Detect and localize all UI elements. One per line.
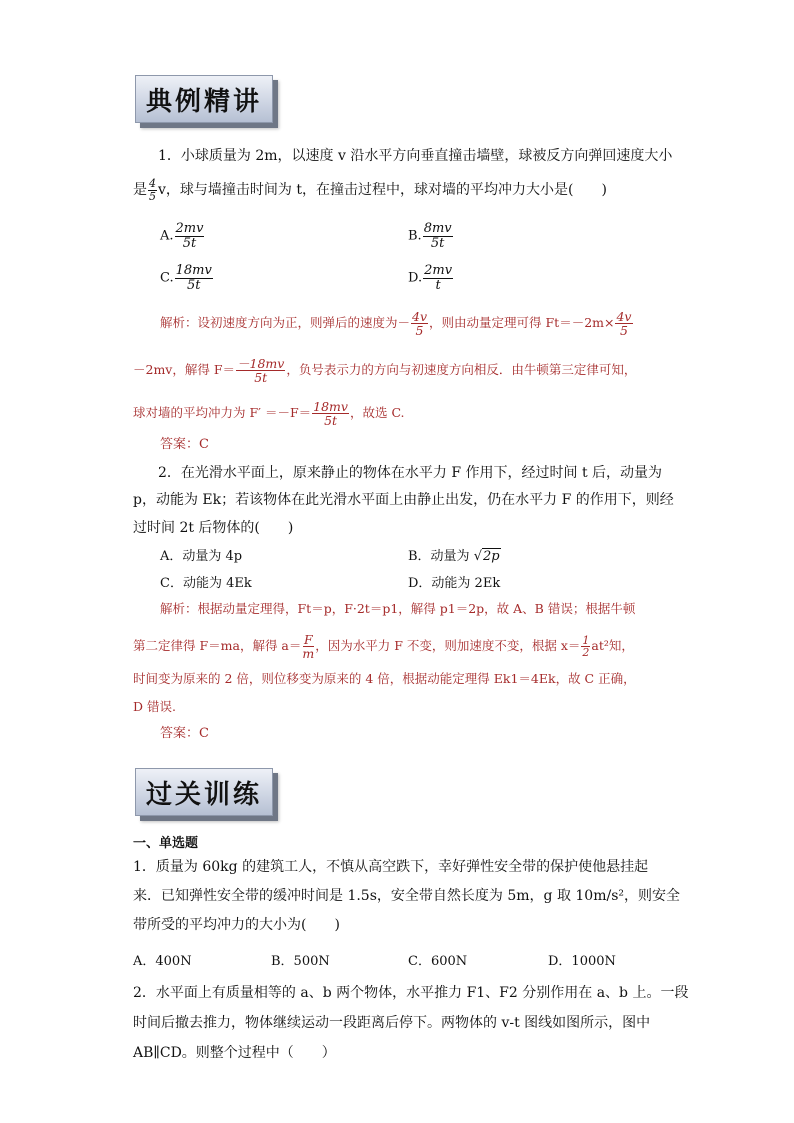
q1-explanation-line2: －2mv，解得 F＝ $\frac{-18mv}{5t}$ ，负号表示力的方向与初速度方向相反．由牛顿第三定律可知，: [133, 356, 637, 386]
q1-explanation-line1: 解析：设初速度方向为正，则弹后的速度为－ $\frac{4v}{5}$ ，则由动量定理可得 Ft＝－2m× $\frac{4v}{5}$: [160, 309, 632, 339]
q1-option-a: A. $\frac{2mv}{5t}$: [160, 221, 204, 251]
t1-stem-line2: 来．已知弹性安全带的缓冲时间是 1.5s，安全带自然长度为 5m，g 取 10m/s²，则安全: [133, 888, 680, 904]
t1-option-a: A．400N: [133, 954, 192, 969]
t1-stem-line3: 带所受的平均冲力的大小为( ): [133, 917, 340, 933]
single-choice-heading: 一、单选题: [133, 836, 199, 851]
section-title-text: 过关训练: [146, 779, 263, 810]
fraction: $\frac{1}{2}$: [582, 633, 590, 660]
q2-explanation-line1: 解析：根据动量定理得，Ft＝p，F·2t＝p1，解得 p1＝2p，故 A、B 错误；根据牛顿: [160, 601, 636, 616]
t1-option-b: B．500N: [271, 954, 330, 969]
t2-stem-line3: AB∥CD。则整个过程中（ ）: [133, 1045, 336, 1061]
section-title-examples: [135, 75, 273, 123]
fraction-4-5: $\frac{4}{5}$: [149, 177, 156, 203]
q1-option-c: C. $\frac{18mv}{5t}$: [160, 263, 212, 293]
fraction: $\frac{18mv}{5t}$: [313, 399, 348, 429]
fraction: $\frac{2mv}{t}$: [424, 263, 453, 293]
q2-stem-line3: 过时间 2t 后物体的( ): [133, 520, 294, 536]
fraction: $\frac{4v}{5}$: [616, 309, 632, 339]
fraction: $\frac{8mv}{5t}$: [423, 221, 452, 251]
t1-stem-line1: 1．质量为 60kg 的建筑工人，不慎从高空跌下，幸好弹性安全带的保护使他悬挂起: [133, 859, 649, 875]
q2-option-d: D．动能为 2Ek: [408, 576, 501, 591]
q1-option-d: D. $\frac{2mv}{t}$: [408, 263, 453, 293]
q2-stem-line1: 2．在光滑水平面上，原来静止的物体在水平力 F 作用下，经过时间 t 后，动量为: [158, 465, 663, 481]
t1-option-c: C．600N: [408, 954, 468, 969]
fraction: $\frac{-18mv}{5t}$: [237, 356, 285, 386]
fraction: $\frac{18mv}{5t}$: [175, 263, 212, 293]
q2-option-c: C．动能为 4Ek: [160, 576, 252, 591]
q2-explanation-line3: 时间变为原来的 2 倍，则位移变为原来的 4 倍，根据动能定理得 Ek1＝4Ek，故 C 正确，: [133, 671, 636, 686]
q1-stem-line1: 1．小球质量为 2m，以速度 v 沿水平方向垂直撞击墙壁，球被反方向弹回速度大小: [158, 148, 673, 164]
q1-option-b: B. $\frac{8mv}{5t}$: [408, 221, 452, 251]
q2-stem-line2: p，动能为 Ek；若该物体在此光滑水平面上由静止出发，仍在水平力 F 的作用下，则经: [133, 492, 674, 508]
t1-option-d: D．1000N: [548, 954, 616, 969]
q1-stem-line2: 是 $\frac{4}{5}$ v，球与墙撞击时间为 t，在撞击过程中，球对墙的平均冲力大小是( ): [133, 177, 607, 203]
fraction: $\frac{2mv}{5t}$: [175, 221, 204, 251]
t2-stem-line2: 时间后撤去推力，物体继续运动一段距离后停下。两物体的 v-t 图线如图所示，图中: [133, 1015, 651, 1031]
section-title-text: 典例精讲: [146, 86, 263, 117]
q2-explanation-line4: D 错误.: [133, 699, 176, 714]
section-title-training: [135, 768, 273, 816]
t2-stem-line1: 2．水平面上有质量相等的 a、b 两个物体，水平推力 F1、F2 分别作用在 a、b 上。一段: [133, 985, 689, 1001]
q1-answer: 答案：C: [160, 437, 209, 452]
fraction: $\frac{4v}{5}$: [412, 309, 428, 339]
q2-option-b: B．动量为 √2p: [408, 549, 500, 564]
q2-explanation-line2: 第二定律得 F＝ma，解得 a＝ $\frac{F}{m}$ ，因为水平力 F 不变，则加速度不变，根据 x＝ $\frac{1}{2}$ at²知，: [133, 632, 634, 662]
q2-option-a: A．动量为 4p: [160, 549, 243, 564]
q2-answer: 答案：C: [160, 726, 209, 741]
q1-explanation-line3: 球对墙的平均冲力为 F′ ＝－F＝ $\frac{18mv}{5t}$ ，故选 C.: [133, 399, 405, 429]
fraction: $\frac{F}{m}$: [302, 632, 315, 662]
sqrt-symbol: √2p: [473, 549, 500, 564]
